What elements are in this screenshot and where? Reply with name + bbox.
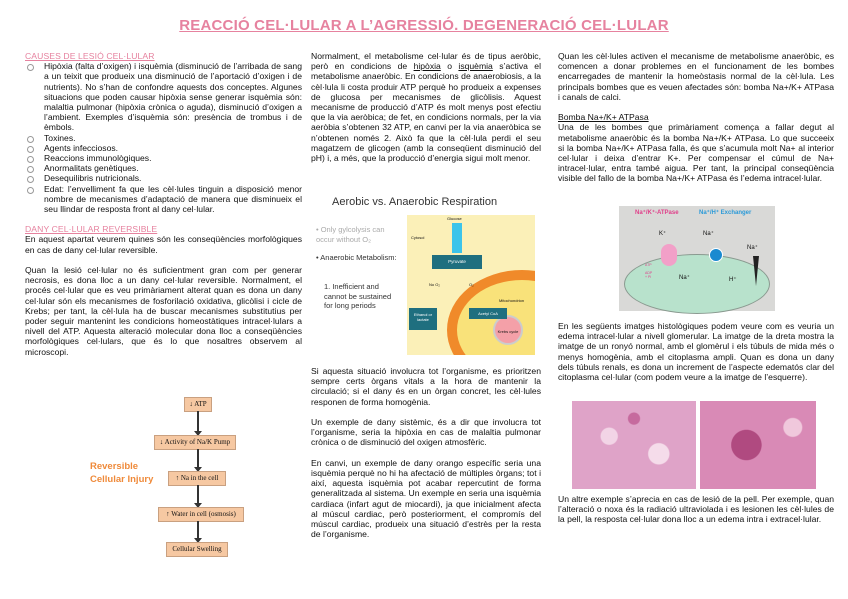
flow-step: ↓ ATP (184, 397, 212, 412)
cell-diagram (407, 215, 535, 355)
column-3-middle (558, 321, 834, 392)
atpase-pump (661, 244, 677, 266)
krebs-cycle: Krebs cycle (493, 315, 523, 345)
label-atp: ATP (645, 263, 652, 267)
list-item: Edat: l’envelliment fa que les cèl·lules tinguin a disposició menor nombre de mecanismes d’adaptació de manera que disminueix el seu llindar de resposta front al dany cel·lular. (25, 184, 302, 215)
histology-image-left (572, 401, 696, 489)
label-no-o2: No O₂ (429, 282, 440, 287)
label-na: Na⁺ (703, 231, 714, 237)
flow-arrow (197, 521, 199, 540)
paragraph: Una de les bombes que primàriament comença a fallar degut al metabolisme anaeròbic és la bomba Na+/K+ ATPasa. Lo que succeeix si la bomba Na+/K+ ATPasa falla, és que s’acumula molt Na+ al interior cel·lular i deixa d’entrar K+. Per compensar el cúmul de Na+ intracel·lular, entra també aigua. Per tant, la principal conseqüència visible del fallo de la bomba Na+/K+ ATPasa és l’edema intracel·lular. (558, 122, 834, 184)
flow-arrow (197, 485, 199, 505)
paragraph: En les següents imatges histològiques podem veure com es veuria un edema intracel·lular a nivell glomerular. La imatge de la dreta mostra la imatge de un ronyó normal, amb el glomèrul i els túbuls de mida més o menys homogènia, amb el citoplasma ampli. Quan es dona un dany dels túbuls renals, es dona un increment de l’aspecte edematós clar del citoplasma cel·lular (com podem veure a la imatge de l’esquerre). (558, 321, 834, 383)
label-k: K⁺ (659, 231, 667, 237)
flow-step: ↓ Activity of Na/K Pump (154, 435, 236, 450)
column-3-top (558, 51, 834, 194)
column-3-bottom (558, 494, 834, 535)
paragraph: Un altre exemple s’aprecia en cas de lesió de la pell. Per exemple, quan l’alteració o noxa és la radiació ultraviolada i es lesionen les cèl·lules de la pell, la resposta cel·lular dona lloc a un edema intra i extracel·lular. (558, 494, 834, 525)
label-h: H⁺ (729, 277, 737, 283)
glucose-arrow (452, 223, 462, 253)
label-cytosol: Cytosol (411, 235, 425, 240)
list-item: Desequilibris nutricionals. (25, 173, 302, 183)
label-atpase: Na⁺/K⁺-ATPase (635, 210, 679, 216)
paragraph: Un exemple de dany sistèmic, és a dir que involucra tot l’organisme, seria la hipòxia en cas de malaltia pulmonar crònica o de disminució del oxigen atmosfèric. (311, 417, 541, 448)
column-2-bottom (311, 366, 541, 550)
figure-bullet: • Only gylcolysis can occur without O₂ (316, 225, 385, 244)
term-isquemia: isquèmia (458, 61, 493, 72)
column-2-top (311, 51, 541, 173)
paragraph: En aquest apartat veurem quines són les conseqüències morfològiques en cas de dany cel·lular reversible. (25, 234, 302, 255)
flow-arrow (197, 449, 199, 469)
pump-figure (619, 206, 775, 311)
causes-list (25, 61, 302, 214)
flow-step: ↑ Water in cell (osmosis) (158, 507, 244, 522)
label-mito: Mitochondrion (499, 298, 525, 303)
label-na: Na⁺ (747, 245, 758, 251)
flow-arrow (197, 411, 199, 433)
figure-title: Aerobic vs. Anaerobic Respiration (332, 196, 498, 208)
list-item: Reaccions immunològiques. (25, 153, 302, 163)
paragraph: En canvi, un exemple de dany orangο específic seria una isquèmia perquè no hi ha afectació de múltiples òrgans; tot i així, aquesta isquèmia pot acabar repercutint de forma generalitzada al sistema. Un exemple en seria una isquèmia cardiaca (infart agut de miocardi), ja que inicialment afecta al múscul cardiac, però posteriorment, el compromís del múscul cardiac, produeix una situació d’estrès per la resta de l’organisme. (311, 457, 541, 540)
figure-bullet: • Anaerobic Metabolism: (316, 253, 397, 262)
paragraph: Si aquesta situació involucra tot l’organisme, es prioritzen sempre certs òrgans vitals a la hora de mantenir la circulació; si el dany és en un òrgan concret, les cèl·lules responen de forma homogènia. (311, 366, 541, 407)
pump-heading: Bomba Na+/K+ ATPasa (558, 112, 649, 123)
diagram-label: Reversible Cellular Injury (90, 461, 154, 485)
list-item: Hipòxia (falta d’oxigen) i isquèmia (disminució de l’arribada de sang a un teixit que produeix una disminució de l’aportació d’oxigen i de nutrients). No s’han de confondre aquests dos conceptes. Algunes situacions que poden causar hipòxia sense generar isquèmia són: malaltia pulmonar (hipòxia crònica o aguda), disminució d’oxigen a l’ambient. Exemples d’isquèmia són: presència de trombus i de èmbols. (25, 61, 302, 132)
page-title: REACCIÓ CEL·LULAR A L’AGRESSIÓ. DEGENERACIÓ CEL·LULAR (179, 17, 669, 34)
label-na: Na⁺ (679, 275, 690, 281)
label-adp: ADP + Pi (645, 271, 653, 279)
reversible-injury-diagram (80, 392, 290, 562)
exchanger-circle (709, 248, 723, 262)
figure-point: 1. Inefficient and cannot be sustained for long periods (324, 282, 392, 310)
reversible-heading: DANY CEL·LULAR REVERSIBLE (25, 224, 158, 235)
list-item: Anormalitats genètiques. (25, 163, 302, 173)
sodium-gradient (753, 256, 759, 286)
pyruvate-box: Pyruvate (432, 255, 482, 269)
flow-step: Cellular Swelling (166, 542, 228, 557)
list-item: Toxines. (25, 133, 302, 143)
label-glucose: Glucose (447, 216, 462, 221)
label-o2: O₂ (469, 282, 474, 287)
label-exchanger: Na⁺/H⁺ Exchanger (699, 210, 752, 216)
paragraph: Quan les cèl·lules activen el mecanisme de metabolisme anaeròbic, es comencen a donar problemes en el funcionament de les bombes encarregades de mantenir la homeòstasis normal de la cèl·lula. Les principals bombes que es veuen afectades són: bomba Na+/K+ ATPasa i canals de calci. (558, 51, 834, 102)
respiration-figure (310, 190, 545, 355)
causes-heading: CAUSES DE LESIÓ CEL·LULAR (25, 51, 155, 61)
column-1 (25, 51, 302, 367)
term-hipoxia: hipòxia (413, 61, 441, 72)
ethanol-box: Ethanol or lactate (409, 308, 437, 330)
list-item: Agents infecciosos. (25, 143, 302, 153)
paragraph: Normalment, el metabolisme cel·lular és de tipus aeròbic, però en condicions de hipòxia o isquèmia s’activa el metabolisme anaeròbic. En condicions de anaerobiosis, a la cèl·lula li costa produir ATP perquè ho produeix a expenses de glucosa per mecanismes de glicòlisis. Aquest mecanisme de producció d’ATP és molt menys post efectiu que la via aeròbica; de fet, en condicions normals, per la via aeròbia s’obtenen 32 ATP, en canvi per la via anaeròbica se n’obtenen només 2. Això fa que la cèl·lula perdi el seu magatzem de glicogen (amb la conseqüent disminució del pH) i, a més, que la producció d’energia sigui molt menor. (311, 51, 541, 164)
histology-image-right (700, 401, 816, 489)
flow-step: ↑ Na in the cell (168, 471, 226, 486)
paragraph: Quan la lesió cel·lular no és suficientment gran com per generar necrosis, es dona lloc a un dany cel·lular reversible. Normalment, el procés cel·lular que es veu primàriament alterat quan es dona un dany cel·lular són els mecanismes de fosforilació oxidativa, glicòlisi i cicle de Krebs; per tant, la cèl·lula ha de buscar mecanismes substitutius per poder seguir mantenint les condicions homeostàtiques intracel·lulars a nivell del ATP. Aquesta alteració molecular dona lloc a conseqüències morfològiques cel·lulars, que és lo que nosaltres observem al microscopi. (25, 265, 302, 357)
acetyl-box: Acetyl CoA (469, 308, 507, 319)
